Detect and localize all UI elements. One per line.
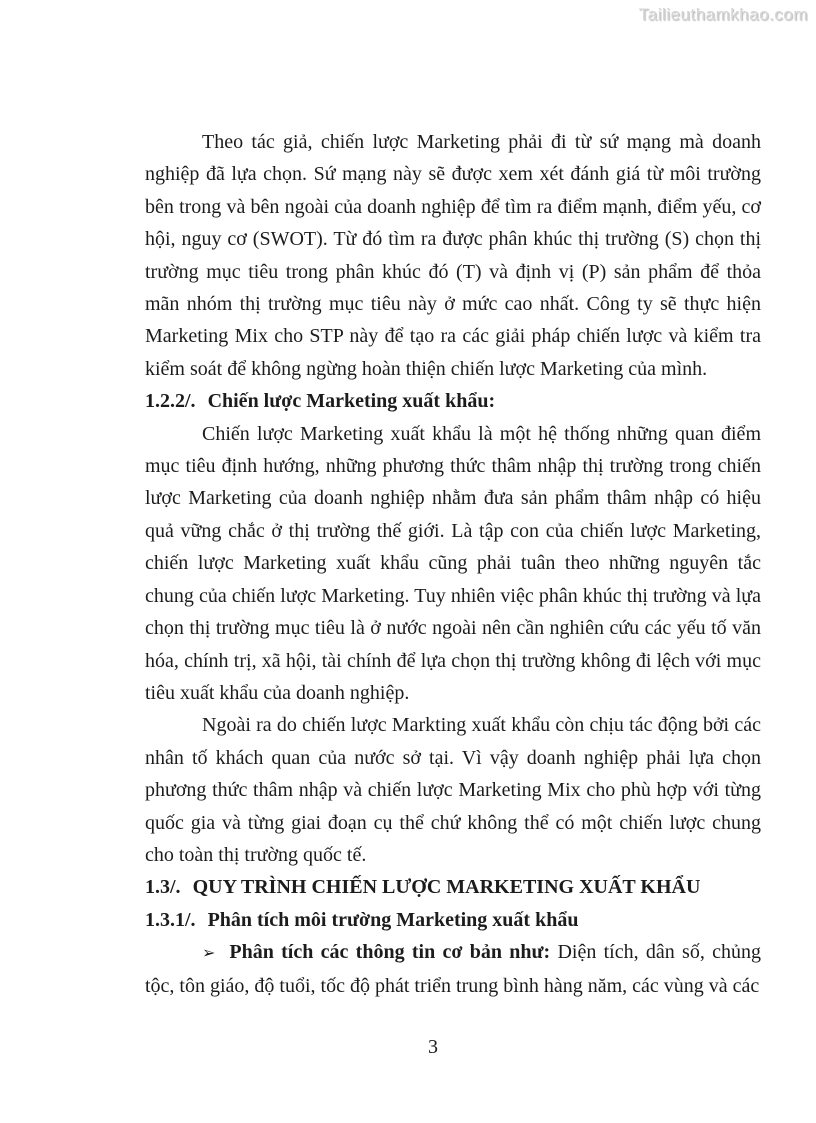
heading-title: QUY TRÌNH CHIẾN LƯỢC MARKETING XUẤT KHẨU [192,876,701,899]
section-heading-1-2-2 [145,385,761,417]
section-heading-1-3-1 [145,904,761,936]
page-number: 3 [428,1036,438,1058]
bullet-item-basic-info [145,936,761,1002]
arrow-bullet-icon: ➢ [202,943,216,963]
bullet-body-text: Diện tích, dân số, chủng tộc, tôn giáo, độ tuổi, tốc độ phát triển trung bình hàng năm, các vùng và các [145,941,762,997]
paragraph-export-marketing-definition: Chiến lược Marketing xuất khẩu là một hệ thống những quan điểm mục tiêu định hướng, những phương thức thâm nhập thị trường trong chiến lược Marketing của doanh nghiệp nhằm đưa sản phẩm thâm nhập có hiệu quả vững chắc ở thị trường thế giới. Là tập con của chiến lược Marketing, chiến lược Marketing xuất khẩu cũng phải tuân theo những nguyên tắc chung của chiến lược Marketing. Tuy nhiên việc phân khúc thị trường và lựa chọn thị trường mục tiêu là ở nước ngoài nên cần nghiên cứu các yếu tố văn hóa, chính trị, xã hội, tài chính để lựa chọn thị trường không đi lệch với mục tiêu xuất khẩu của doanh nghiệp. [145,422,761,704]
heading-number: 1.3.1/. [145,908,196,931]
heading-number: 1.2.2/. [145,390,196,413]
page-content [145,126,761,1002]
site-watermark: Tailieuthamkhao.com [638,5,808,24]
paragraph-external-factors: Ngoài ra do chiến lược Markting xuất khẩu còn chịu tác động bởi các nhân tố khách quan của nước sở tại. Vì vậy doanh nghiệp phải lựa chọn phương thức thâm nhập và chiến lược Marketing Mix cho phù hợp với từng quốc gia và từng giai đoạn cụ thể chứ không thể có một chiến lược chung cho toàn thị trường quốc tế. [145,714,761,866]
paragraph-marketing-strategy: Theo tác giả, chiến lược Marketing phải đi từ sứ mạng mà doanh nghiệp đã lựa chọn. Sứ mạng này sẽ được xem xét đánh giá từ môi trường bên trong và bên ngoài của doanh nghiệp để tìm ra điểm mạnh, điểm yếu, cơ hội, nguy cơ (SWOT). Từ đó tìm ra được phân khúc thị trường (S) chọn thị trường mục tiêu trong phân khúc đó (T) và định vị (P) sản phẩm để thỏa mãn nhóm thị trường mục tiêu này ở mức cao nhất. Công ty sẽ thực hiện Marketing Mix cho STP này để tạo ra các giải pháp chiến lược và kiểm tra kiểm soát để không ngừng hoàn thiện chiến lược Marketing của mình. [145,131,761,380]
heading-number: 1.3/. [145,876,181,899]
bullet-lead-text: Phân tích các thông tin cơ bản như: [229,941,551,964]
heading-title: Phân tích môi trường Marketing xuất khẩu [207,908,579,931]
section-heading-1-3 [145,871,761,903]
heading-title: Chiến lược Marketing xuất khẩu: [207,390,496,413]
